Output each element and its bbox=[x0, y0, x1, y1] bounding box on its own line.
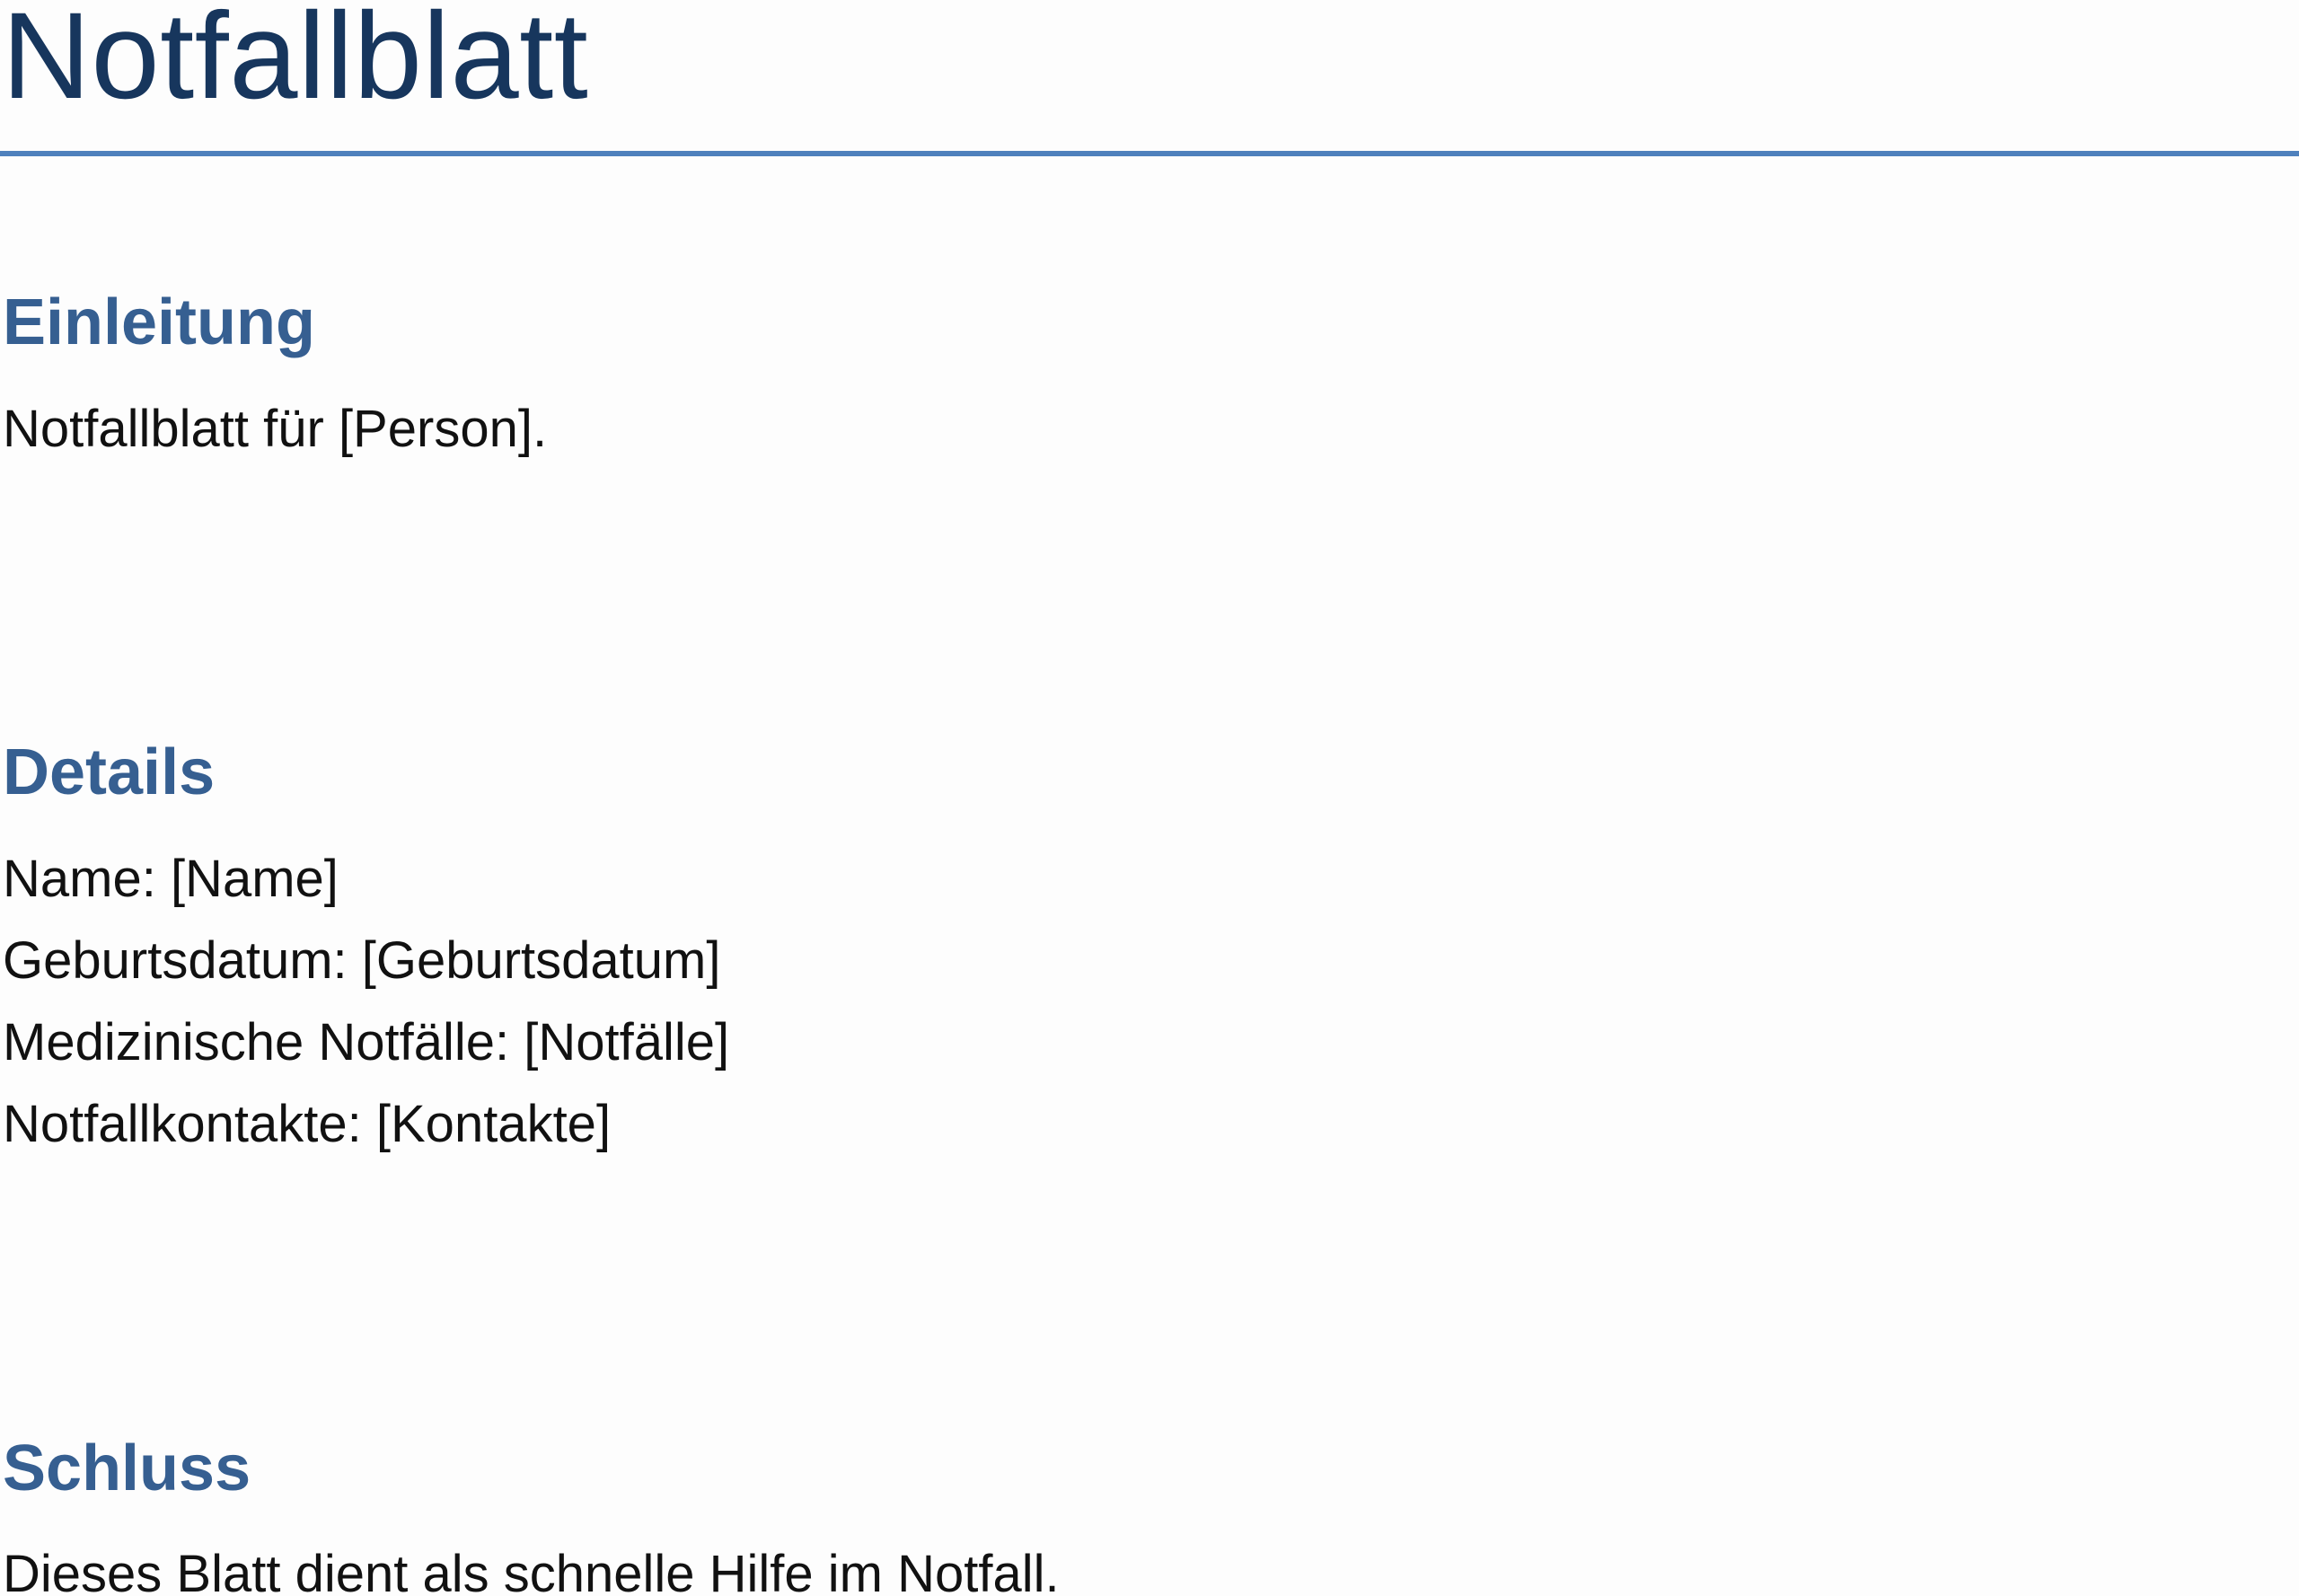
details-list bbox=[3, 838, 729, 1165]
detail-line-emergency-contacts: Notfallkontakte: [Kontakte] bbox=[3, 1095, 612, 1153]
detail-line-medical-emergencies: Medizinische Notfälle: [Notfälle] bbox=[3, 1013, 730, 1071]
detail-line-name: Name: [Name] bbox=[3, 850, 339, 908]
section-heading-schluss: Schluss bbox=[3, 1433, 251, 1504]
section-heading-details: Details bbox=[3, 736, 216, 808]
detail-line-birthdate: Geburtsdatum: [Geburtsdatum] bbox=[3, 931, 721, 990]
title-divider bbox=[0, 151, 2299, 156]
section-heading-einleitung: Einleitung bbox=[3, 287, 315, 358]
intro-paragraph: Notfallblatt für [Person]. bbox=[3, 400, 548, 458]
closing-paragraph: Dieses Blatt dient als schnelle Hilfe im Notfall. bbox=[3, 1545, 1060, 1596]
document-title: Notfallblatt bbox=[2, 0, 589, 125]
